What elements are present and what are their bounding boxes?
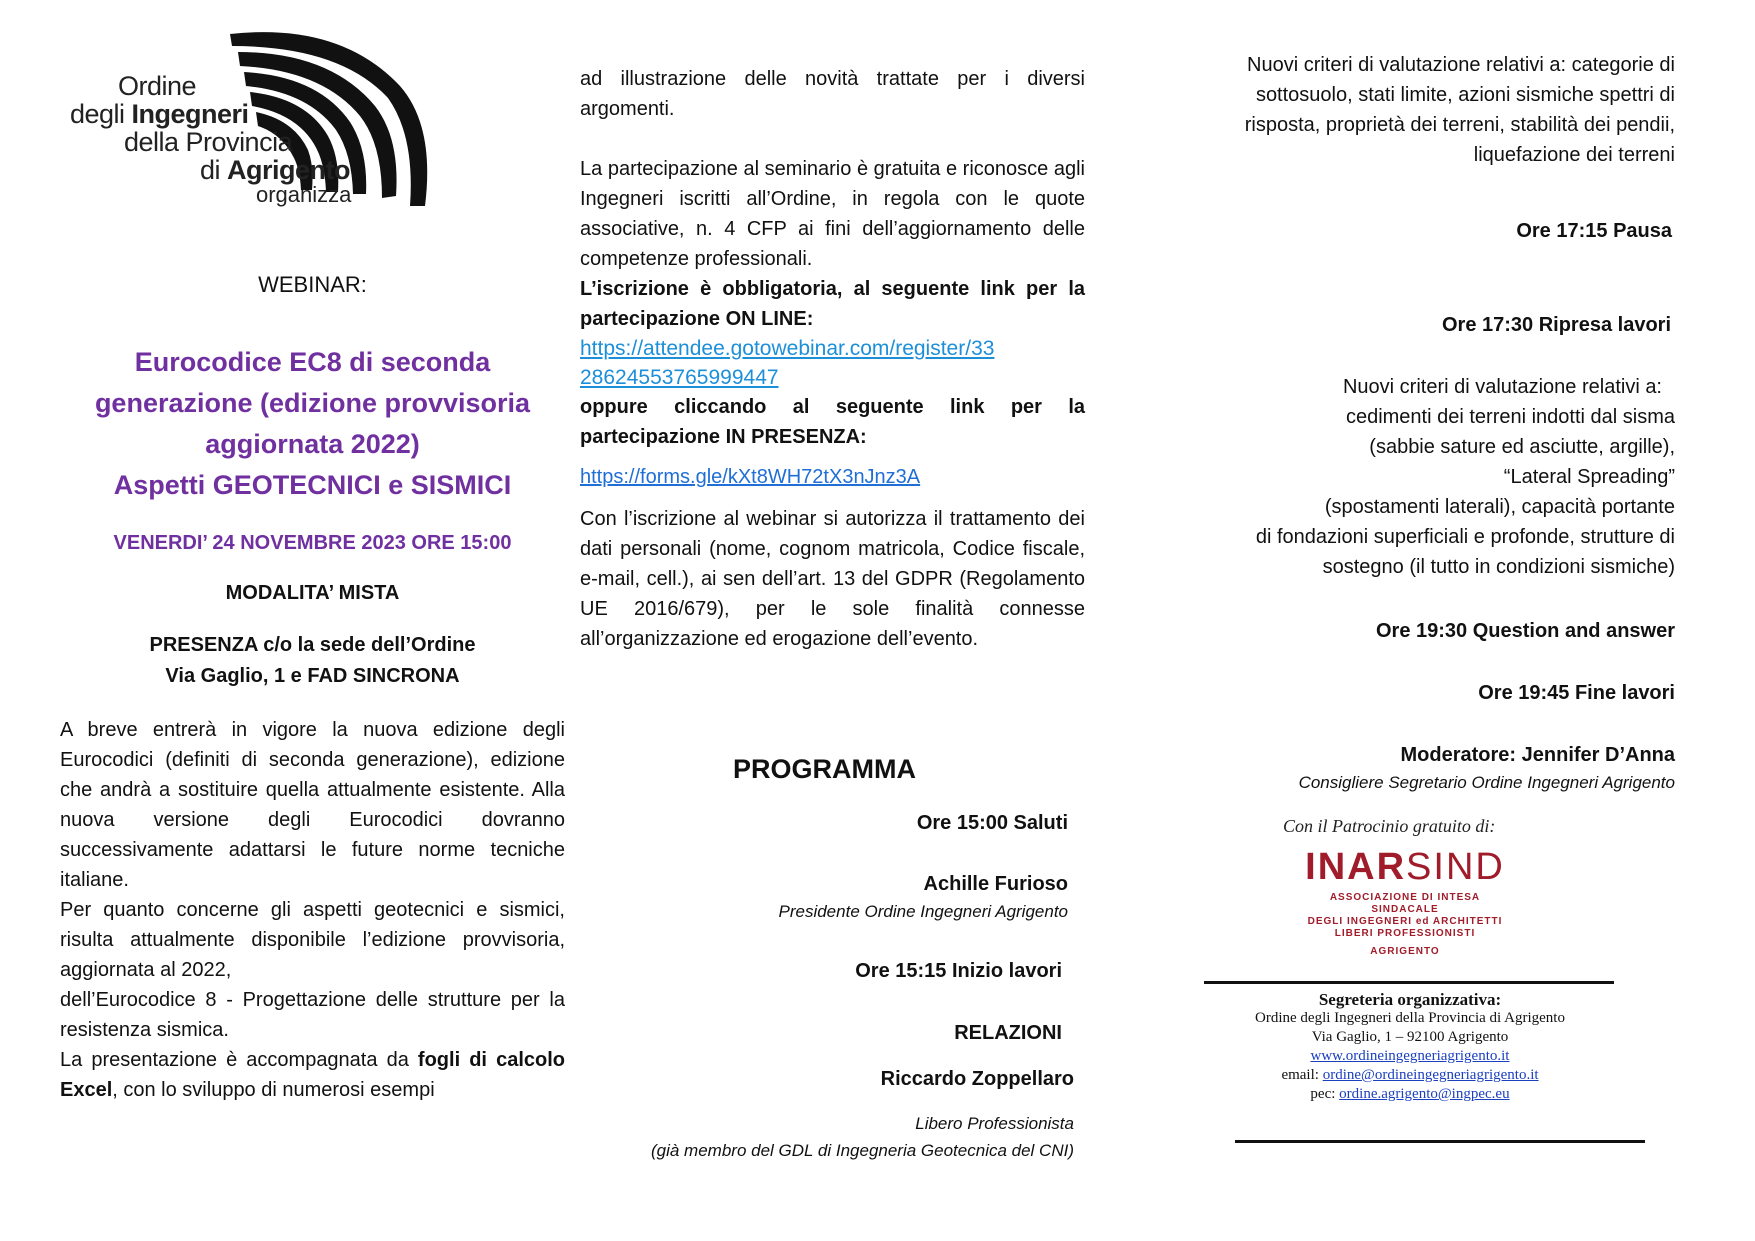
speaker-2-role-1: Libero Professionista (915, 1114, 1074, 1133)
topic-2-line-6: di fondazioni superficiali e profonde, strutture di (1255, 526, 1675, 548)
inarsind-b: SIND (1406, 846, 1505, 888)
webinar-label: WEBINAR: (258, 272, 367, 297)
segreteria-block (1200, 990, 1620, 1104)
logo-line4b: Agrigento (227, 155, 351, 185)
intro-para-2: Per quanto concerne gli aspetti geotecnici e sismici, risulta attualmente disponibile l’edizione provvisoria, aggiornata al 2022, (60, 899, 565, 981)
program-ripresa: Ore 17:30 Ripresa lavori (1441, 314, 1671, 336)
link-online-2[interactable]: 28624553765999447 (580, 366, 779, 389)
venue-line-1: PRESENZA c/o la sede dell’Ordine (149, 634, 476, 656)
intro-para-4c: , con lo sviluppo di numerosi esempi (112, 1079, 435, 1101)
topic-2-line-2: cedimenti dei terreni indotti dal sisma (1345, 406, 1675, 428)
topic-2 (1120, 372, 1675, 582)
programma-heading: PROGRAMMA (733, 754, 916, 784)
logo-organizza: organizza (256, 182, 352, 207)
privacy-text: Con l’iscrizione al webinar si autorizza il trattamento dei dati personali (nome, cognom matricola, Codice fiscale, e-mail, cell.), ai sen dell’art. 13 del GDPR (Regolamento UE 2016/679), per le sole finalità connesse all’organizzazione ed erogazione dell’evento. (580, 508, 1085, 650)
relazioni-heading: RELAZIONI (954, 1022, 1062, 1044)
topic-1-line-4: liquefazione dei terreni (1473, 144, 1675, 166)
segreteria-email[interactable]: ordine@ordineingegneriagrigento.it (1322, 1067, 1539, 1083)
program-fine: Ore 19:45 Fine lavori (1478, 682, 1675, 704)
moderator-name: Moderatore: Jennifer D’Anna (1400, 744, 1675, 766)
topic-2-line-4: “Lateral Spreading” (1503, 466, 1675, 488)
inarsind-a: INAR (1305, 846, 1407, 888)
venue-line-2: Via Gaglio, 1 e FAD SINCRONA (165, 665, 460, 687)
speaker-1-name: Achille Furioso (923, 873, 1068, 895)
topic-1-line-2: sottosuolo, stati limite, azioni sismiche spettri di (1255, 84, 1675, 106)
logo-line2a: degli (70, 99, 132, 129)
segreteria-pec-label: pec: (1310, 1086, 1340, 1102)
logo-line1: Ordine (118, 71, 197, 101)
segreteria-web[interactable]: www.ordineingegneriagrigento.it (1310, 1048, 1510, 1064)
registration-online: L’iscrizione è obbligatoria, al seguente link per la partecipazione ON LINE: (580, 278, 1085, 330)
segreteria-line-2: Via Gaglio, 1 – 92100 Agrigento (1311, 1029, 1509, 1045)
logo (60, 26, 460, 231)
intro-para-4b: fogli di calcolo Excel (60, 1049, 565, 1101)
speaker-1-role: Presidente Ordine Ingegneri Agrigento (778, 902, 1068, 921)
program-saluti: Ore 15:00 Saluti (916, 812, 1068, 834)
segreteria-email-label: email: (1281, 1067, 1323, 1083)
topic-2-line-5: (spostamenti laterali), capacità portante (1324, 496, 1675, 518)
title-line-4: Aspetti GEOTECNICI e SISMICI (113, 470, 512, 500)
topic-2-line-7: sostegno (il tutto in condizioni sismiche) (1322, 556, 1675, 578)
topic-1-line-3: risposta, proprietà dei terreni, stabilità dei pendii, (1244, 114, 1675, 136)
registration-presence: oppure cliccando al seguente link per la partecipazione IN PRESENZA: (580, 396, 1085, 448)
inarsind-line-5: AGRIGENTO (1370, 946, 1440, 957)
intro-para-4 (60, 1045, 565, 1105)
speaker-2-name: Riccardo Zoppellaro (880, 1068, 1074, 1090)
inarsind-line-3: DEGLI INGEGNERI ed ARCHITETTI (1307, 916, 1503, 927)
topic-1-line-1: Nuovi criteri di valutazione relativi a: categorie di (1247, 54, 1675, 76)
intro-para-4a: La presentazione è accompagnata da (60, 1049, 418, 1071)
topic-2-line-3: (sabbie sature ed asciutte, argille), (1369, 436, 1675, 458)
logo-line2b: Ingegneri (131, 99, 249, 129)
title-line-1: Eurocodice EC8 di seconda (134, 347, 491, 377)
topic-2-line-1: Nuovi criteri di valutazione relativi a: (1342, 376, 1662, 398)
program-pausa: Ore 17:15 Pausa (1516, 220, 1672, 242)
event-title (60, 342, 565, 506)
event-date: VENERDI’ 24 NOVEMBRE 2023 ORE 15:00 (113, 532, 512, 554)
segreteria-title: Segreteria organizzativa: (1318, 990, 1502, 1009)
segreteria-pec[interactable]: ordine.agrigento@ingpec.eu (1339, 1086, 1510, 1102)
inarsind-line-4: LIBERI PROFESSIONISTI (1334, 928, 1476, 939)
event-mode: MODALITA’ MISTA (225, 582, 400, 604)
title-line-2: generazione (edizione provvisoria (94, 388, 531, 418)
program-inizio: Ore 15:15 Inizio lavori (855, 960, 1062, 982)
segreteria-line-1: Ordine degli Ingegneri della Provincia di Agrigento (1255, 1010, 1565, 1026)
intro-para-3: dell’Eurocodice 8 - Progettazione delle strutture per la resistenza sismica. (60, 989, 565, 1041)
program-qa: Ore 19:30 Question and answer (1376, 620, 1675, 642)
middle-text (580, 64, 1085, 654)
logo-line3: della Provincia (124, 127, 293, 157)
title-line-3: aggiornata 2022) (205, 429, 420, 459)
continuation-text: ad illustrazione delle novità trattate per i diversi argomenti. (580, 68, 1085, 120)
inarsind-logo (1285, 846, 1525, 958)
link-presence[interactable]: https://forms.gle/kXt8WH72tX3nJnz3A (580, 466, 921, 488)
intro-text (60, 715, 565, 1105)
divider-bottom (1235, 1140, 1645, 1143)
patrocinio-label: Con il Patrocinio gratuito di: (1283, 816, 1496, 836)
inarsind-line-1: ASSOCIAZIONE DI INTESA (1329, 892, 1481, 903)
intro-para-1: A breve entrerà in vigore la nuova edizione degli Eurocodici (definiti di seconda generazione), edizione che andrà a sostituire quella attualmente esistente. Alla nuova versione degli Eurocodici dovranno successivamente adattarsi le future norme tecniche italiane. (60, 719, 565, 891)
divider-top (1204, 981, 1614, 984)
speaker-2-role-2: (già membro del GDL di Ingegneria Geotecnica del CNI) (650, 1141, 1074, 1160)
event-venue (60, 630, 565, 692)
participation-text: La partecipazione al seminario è gratuita e riconosce agli Ingegneri iscritti all’Ordine, in regola con le quote associative, n. 4 CFP ai fini dell’aggiornamento delle competenze professionali. (580, 158, 1085, 270)
topic-1 (1120, 50, 1675, 170)
inarsind-line-2: SINDACALE (1371, 904, 1439, 915)
logo-line4a: di (200, 155, 228, 185)
moderator-role: Consigliere Segretario Ordine Ingegneri Agrigento (1298, 773, 1675, 792)
link-online-1[interactable]: https://attendee.gotowebinar.com/register/33 (580, 337, 995, 360)
